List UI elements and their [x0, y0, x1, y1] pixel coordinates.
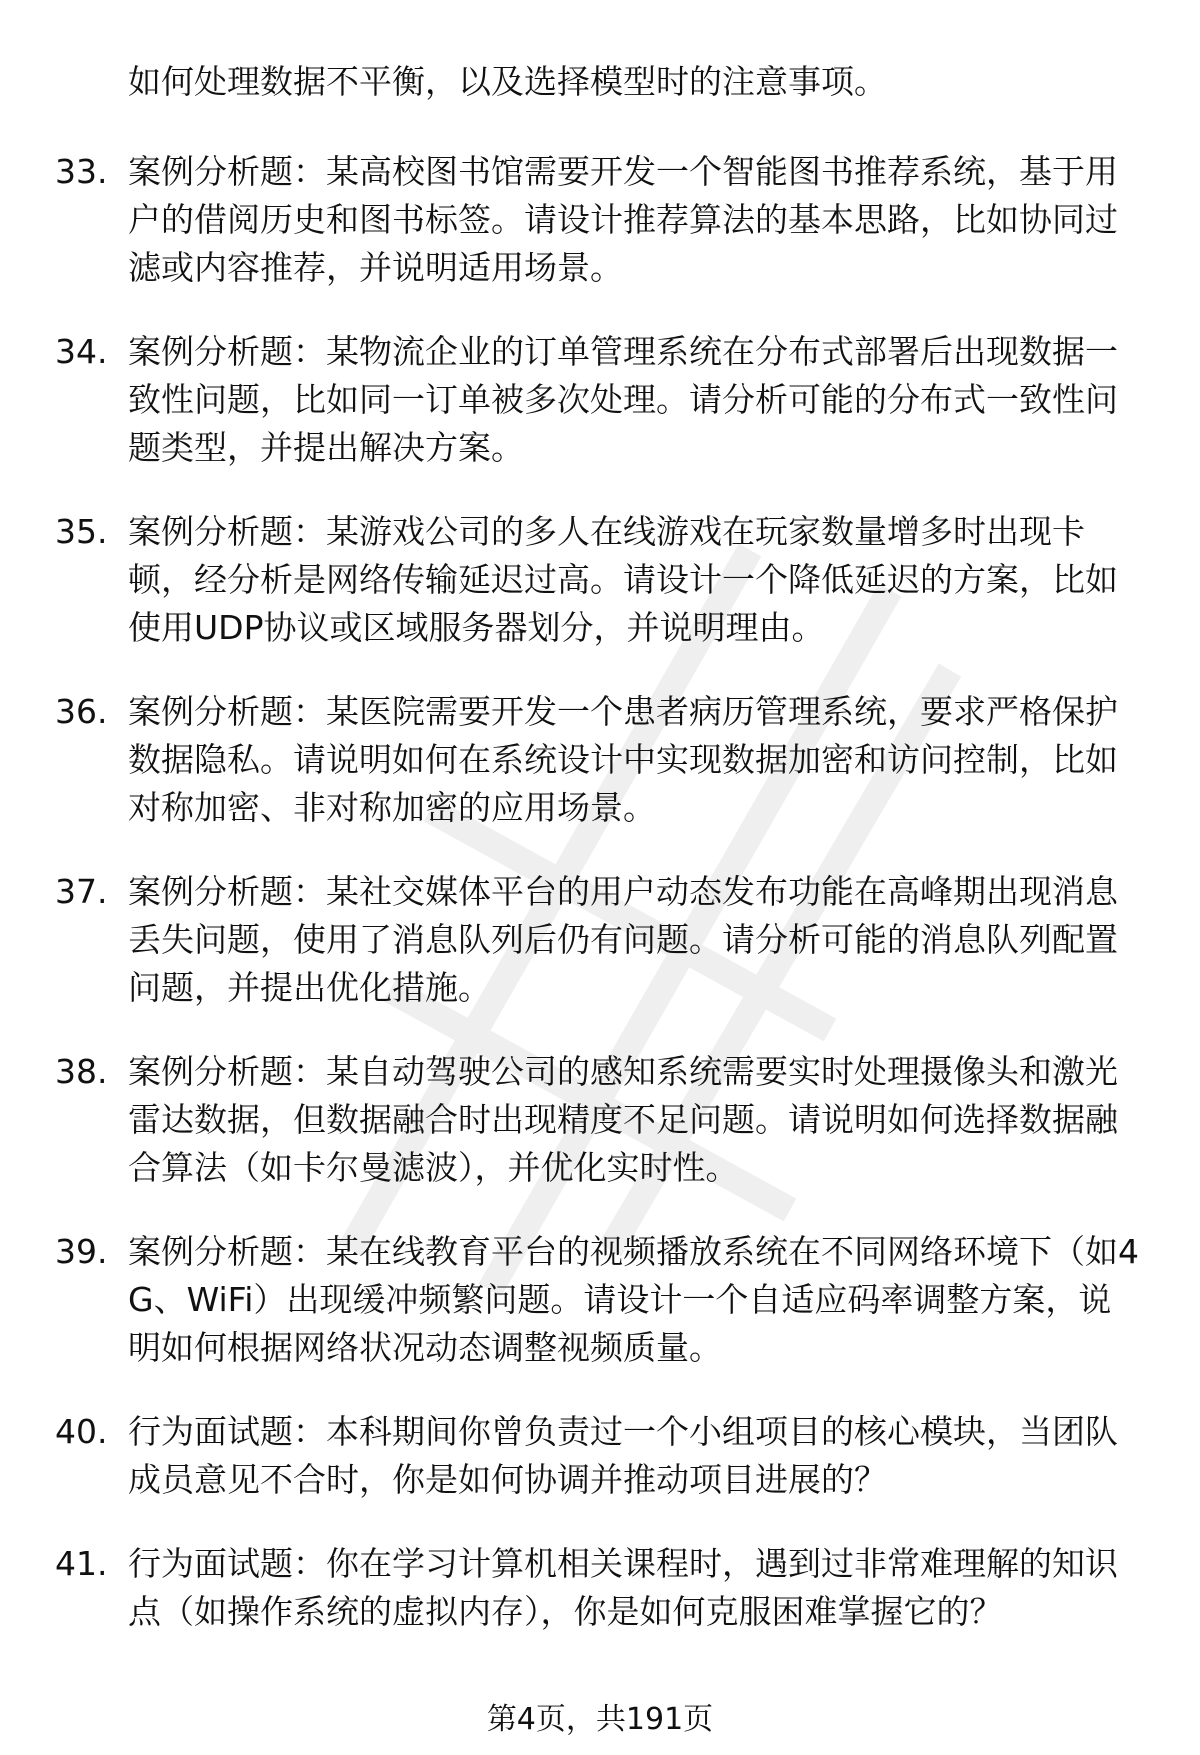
- question-number: 36.: [55, 692, 108, 731]
- question-number: 38.: [55, 1052, 108, 1091]
- question-33: [55, 148, 1145, 292]
- continued-text: 如何处理数据不平衡，以及选择模型时的注意事项。: [128, 62, 887, 101]
- question-number: 37.: [55, 872, 108, 911]
- question-text: 行为面试题：你在学习计算机相关课程时，遇到过非常难理解的知识点（如操作系统的虚拟内存），你是如何克服困难掌握它的？: [128, 1544, 1118, 1631]
- question-text: 案例分析题：某在线教育平台的视频播放系统在不同网络环境下（如4G、WiFi）出现缓冲频繁问题。请设计一个自适应码率调整方案，说明如何根据网络状况动态调整视频质量。: [128, 1232, 1139, 1367]
- question-text: 案例分析题：某物流企业的订单管理系统在分布式部署后出现数据一致性问题，比如同一订单被多次处理。请分析可能的分布式一致性问题类型，并提出解决方案。: [128, 332, 1118, 467]
- page-number-footer: 第4页，共191页: [486, 1702, 714, 1737]
- question-text: 案例分析题：某自动驾驶公司的感知系统需要实时处理摄像头和激光雷达数据，但数据融合时出现精度不足问题。请说明如何选择数据融合算法（如卡尔曼滤波），并优化实时性。: [128, 1052, 1118, 1187]
- question-40: [55, 1408, 1145, 1504]
- question-number: 33.: [55, 152, 108, 191]
- question-text: 案例分析题：某医院需要开发一个患者病历管理系统，要求严格保护数据隐私。请说明如何在系统设计中实现数据加密和访问控制，比如对称加密、非对称加密的应用场景。: [128, 692, 1118, 827]
- question-text: 案例分析题：某游戏公司的多人在线游戏在玩家数量增多时出现卡顿，经分析是网络传输延迟过高。请设计一个降低延迟的方案，比如使用UDP协议或区域服务器划分，并说明理由。: [128, 512, 1118, 647]
- question-number: 40.: [55, 1412, 108, 1451]
- question-36: [55, 688, 1145, 832]
- question-text: 行为面试题：本科期间你曾负责过一个小组项目的核心模块，当团队成员意见不合时，你是如何协调并推动项目进展的？: [128, 1412, 1118, 1499]
- question-number: 34.: [55, 332, 108, 371]
- question-35: [55, 508, 1145, 652]
- question-text: 案例分析题：某社交媒体平台的用户动态发布功能在高峰期出现消息丢失问题，使用了消息队列后仍有问题。请分析可能的消息队列配置问题，并提出优化措施。: [128, 872, 1118, 1007]
- question-37: [55, 868, 1145, 1012]
- question-34: [55, 328, 1145, 472]
- question-41: [55, 1540, 1145, 1636]
- question-number: 39.: [55, 1232, 108, 1271]
- question-number: 41.: [55, 1544, 108, 1583]
- question-text: 案例分析题：某高校图书馆需要开发一个智能图书推荐系统，基于用户的借阅历史和图书标签。请设计推荐算法的基本思路，比如协同过滤或内容推荐，并说明适用场景。: [128, 152, 1118, 287]
- question-number: 35.: [55, 512, 108, 551]
- question-39: [55, 1228, 1145, 1372]
- question-38: [55, 1048, 1145, 1192]
